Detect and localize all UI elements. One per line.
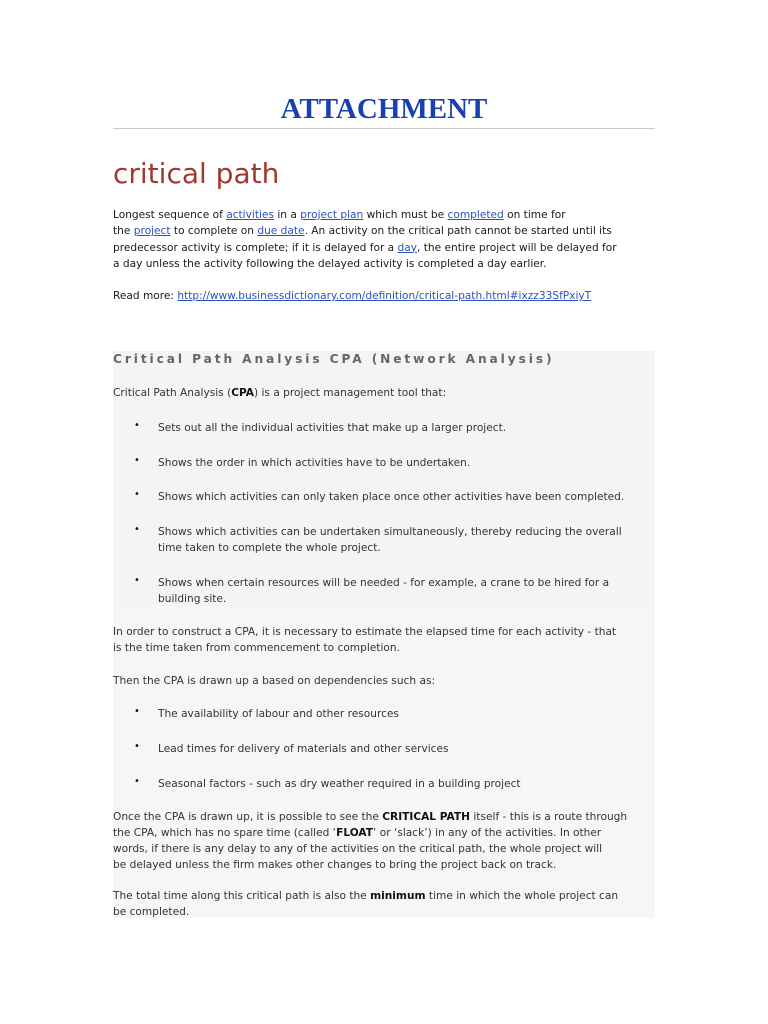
cpa-section-heading: Critical Path Analysis CPA (Network Analysis)	[113, 352, 555, 366]
bullet-dot: •	[134, 420, 140, 431]
total-time-paragraph	[113, 888, 655, 920]
paragraph-text: be delayed unless the firm makes other changes to bring the project back on track.	[113, 859, 557, 871]
paragraph-text: words, if there is any delay to any of the activities on the critical path, the whole project will	[113, 843, 603, 855]
definition-text: on time for	[503, 209, 566, 221]
bullet-dot: •	[134, 776, 140, 787]
definition-text: to complete on	[170, 225, 258, 238]
link-activities[interactable]: activities	[226, 209, 274, 221]
paragraph-text: itself - this is a route through	[470, 811, 628, 823]
list-item-text: Shows which activities can only taken place once other activities have been completed.	[158, 491, 625, 503]
cpa-intro	[113, 385, 655, 401]
link-due-date[interactable]: due date	[257, 225, 305, 238]
definition-text: . An activity on the critical path cannot be started until its	[304, 225, 612, 238]
link-project[interactable]: project	[133, 225, 171, 238]
list-item: Seasonal factors - such as dry weather required in a building project	[158, 778, 521, 790]
page-title: critical path	[113, 157, 280, 190]
definition-paragraph	[113, 207, 658, 273]
definition-text: which must be	[363, 209, 448, 221]
list-item	[158, 575, 655, 607]
definition-text: Longest sequence of	[113, 209, 227, 221]
cpa-intro-bold: CPA	[231, 387, 254, 399]
list-item-text: Shows the order in which activities have to be undertaken.	[158, 457, 471, 469]
cpa-intro-text: Critical Path Analysis (	[113, 387, 232, 399]
read-more-link[interactable]: http://www.businessdictionary.com/definition/critical-path.html#ixzz33SfPxiyT	[177, 290, 592, 302]
bullet-dot: •	[134, 455, 140, 466]
construct-text: is the time taken from commencement to completion.	[113, 642, 400, 654]
list-item: Lead times for delivery of materials and other services	[158, 743, 449, 755]
link-project-plan[interactable]: project plan	[300, 209, 364, 221]
bullet-dot: •	[134, 706, 140, 717]
paragraph-text: the CPA, which has no spare time (called ‘	[113, 827, 337, 839]
bullet-dot: •	[134, 524, 140, 535]
paragraph-text: ’ or ‘slack’) in any of the activities. In other	[373, 827, 602, 839]
list-item	[158, 455, 655, 471]
link-completed[interactable]: completed	[447, 209, 504, 221]
paragraph-bold: minimum	[370, 890, 426, 902]
definition-text: in a	[273, 209, 301, 221]
list-item	[158, 524, 655, 556]
list-item-text: Shows when certain resources will be needed - for example, a crane to be hired for a	[158, 577, 610, 589]
list-item-text: building site.	[158, 593, 227, 605]
list-item	[158, 420, 655, 436]
list-item-text: Sets out all the individual activities that make up a larger project.	[158, 422, 507, 434]
definition-text: the	[113, 225, 134, 238]
dependencies-intro: Then the CPA is drawn up a based on dependencies such as:	[113, 675, 436, 687]
paragraph-text: time in which the whole project can	[425, 890, 619, 902]
paragraph-bold: CRITICAL PATH	[382, 811, 470, 823]
list-item: The availability of labour and other resources	[158, 708, 399, 720]
bullet-dot: •	[134, 741, 140, 752]
attachment-heading: ATTACHMENT	[280, 93, 488, 125]
read-more-label: Read more:	[113, 290, 178, 302]
list-item-text: Shows which activities can be undertaken simultaneously, thereby reducing the overall	[158, 526, 622, 538]
paragraph-text: be completed.	[113, 906, 190, 918]
definition-text: a day unless the activity following the delayed activity is completed a day earlier.	[113, 258, 547, 271]
heading-divider	[113, 128, 655, 129]
list-item	[158, 489, 655, 505]
definition-text: predecessor activity is complete; if it is delayed for a	[113, 241, 398, 254]
list-item-text: time taken to complete the whole project.	[158, 542, 381, 554]
link-day[interactable]: day	[397, 241, 418, 254]
paragraph-text: The total time along this critical path is also the	[113, 890, 371, 902]
bullet-dot: •	[134, 489, 140, 500]
cpa-intro-text: ) is a project management tool that:	[253, 387, 447, 399]
construct-paragraph	[113, 624, 655, 656]
critical-path-paragraph	[113, 809, 655, 873]
read-more-line	[113, 288, 591, 304]
definition-text: , the entire project will be delayed for	[417, 241, 617, 254]
paragraph-bold: FLOAT	[336, 827, 374, 839]
construct-text: In order to construct a CPA, it is necessary to estimate the elapsed time for each activity - that	[113, 626, 617, 638]
paragraph-text: Once the CPA is drawn up, it is possible to see the	[113, 811, 383, 823]
bullet-dot: •	[134, 575, 140, 586]
